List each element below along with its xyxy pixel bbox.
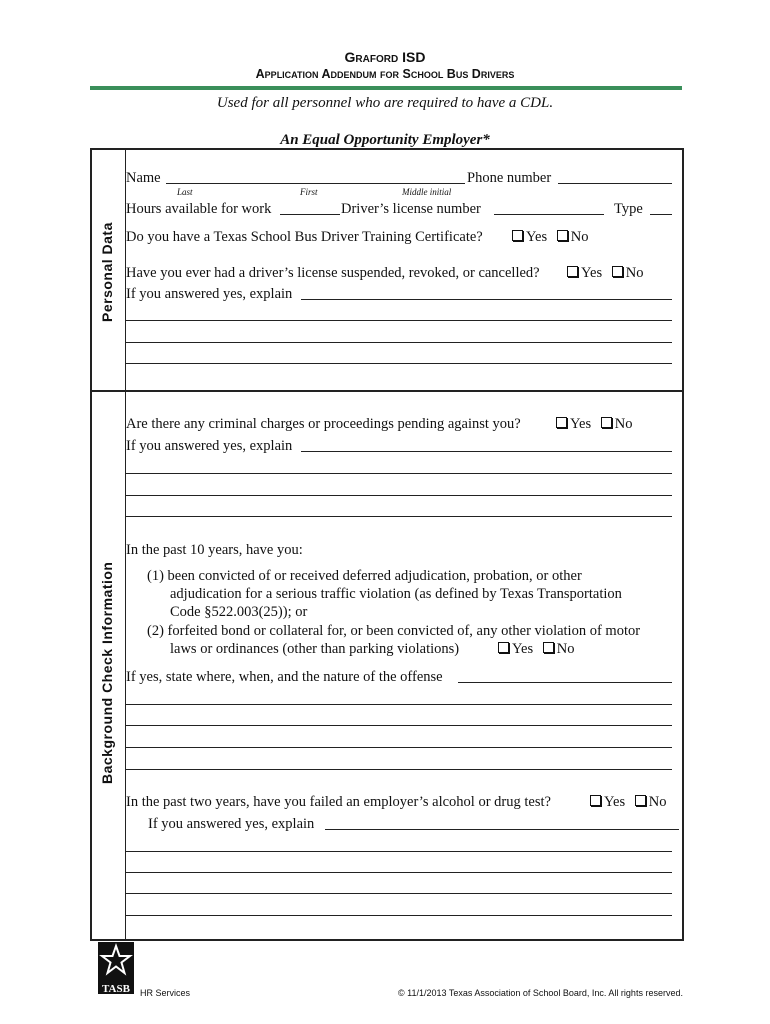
star-icon <box>98 942 134 976</box>
suspended-explain-line[interactable] <box>126 320 672 321</box>
cert-no-checkbox[interactable] <box>557 230 568 241</box>
drug-no-checkbox[interactable] <box>635 795 646 806</box>
hr-services: HR Services <box>140 988 191 998</box>
section-divider <box>90 390 684 392</box>
violation-no-checkbox[interactable] <box>543 642 554 653</box>
suspended-explain-field[interactable] <box>301 299 672 300</box>
drug-explain-field[interactable] <box>325 829 679 830</box>
name-first-hint: First <box>300 187 318 197</box>
drug-explain-line[interactable] <box>126 893 672 894</box>
suspended-explain-line[interactable] <box>126 363 672 364</box>
type-field[interactable] <box>650 214 672 215</box>
drug-explain-line[interactable] <box>126 915 672 916</box>
offense-field[interactable] <box>458 682 672 683</box>
suspended-options <box>561 265 643 282</box>
violation-no-label: No <box>556 641 575 657</box>
section-background-label: Background Check Information <box>99 561 115 784</box>
tasb-logo <box>98 942 134 994</box>
drug-yes-checkbox[interactable] <box>590 795 601 806</box>
org-name: Graford ISD <box>344 49 426 65</box>
suspended-no-checkbox[interactable] <box>612 266 623 277</box>
criminal-explain-label: If you answered yes, explain <box>126 438 293 454</box>
item2-line1: (2) forfeited bond or collateral for, or been convicted of, any other violation of motor <box>147 623 641 639</box>
hours-field[interactable] <box>280 214 340 215</box>
name-field[interactable] <box>166 183 465 184</box>
phone-label: Phone number <box>467 170 552 186</box>
past10-heading: In the past 10 years, have you: <box>126 542 303 558</box>
criminal-explain-field[interactable] <box>301 451 672 452</box>
name-label: Name <box>126 170 161 186</box>
item1-line2: adjudication for a serious traffic violation (as defined by Texas Transportation <box>170 586 622 602</box>
suspended-explain-label: If you answered yes, explain <box>126 286 293 302</box>
violation-options <box>492 641 574 658</box>
eoe-statement: An Equal Opportunity Employer* <box>280 132 490 148</box>
name-last-hint: Last <box>177 187 193 197</box>
drug-question: In the past two years, have you failed an employer’s alcohol or drug test? <box>126 794 551 810</box>
drug-options <box>584 794 666 811</box>
cert-question: Do you have a Texas School Bus Driver Training Certificate? <box>126 229 483 245</box>
section-personal-label: Personal Data <box>99 222 115 322</box>
suspended-yes-label: Yes <box>581 265 603 281</box>
drug-explain-line[interactable] <box>126 851 672 852</box>
suspended-no-label: No <box>625 265 644 281</box>
offense-line[interactable] <box>126 747 672 748</box>
drug-yes-label: Yes <box>604 794 626 810</box>
type-label: Type <box>614 201 643 217</box>
drug-explain-line[interactable] <box>126 872 672 873</box>
offense-line[interactable] <box>126 704 672 705</box>
criminal-options <box>550 416 632 433</box>
copyright: © 11/1/2013 Texas Association of School Board, Inc. All rights reserved. <box>398 988 683 998</box>
cert-no-label: No <box>570 229 589 245</box>
tasb-logo-text: TASB <box>102 983 130 995</box>
form-title: Application Addendum for School Bus Drivers <box>255 67 515 81</box>
cert-yes-label: Yes <box>526 229 548 245</box>
suspended-explain-line[interactable] <box>126 342 672 343</box>
offense-line[interactable] <box>126 725 672 726</box>
offense-label: If yes, state where, when, and the nature of the offense <box>126 669 443 685</box>
form-subtitle: Used for all personnel who are required to have a CDL. <box>216 95 554 111</box>
criminal-explain-line[interactable] <box>126 516 672 517</box>
suspended-yes-checkbox[interactable] <box>567 266 578 277</box>
criminal-yes-checkbox[interactable] <box>556 417 567 428</box>
criminal-no-label: No <box>614 416 633 432</box>
cert-options <box>506 229 588 246</box>
license-label: Driver’s license number <box>341 201 481 217</box>
suspended-question: Have you ever had a driver’s license suspended, revoked, or cancelled? <box>126 265 540 281</box>
drug-explain-label: If you answered yes, explain <box>148 816 315 832</box>
green-rule <box>90 86 682 90</box>
item2-line2: laws or ordinances (other than parking violations) <box>170 641 460 657</box>
hours-label: Hours available for work <box>126 201 272 217</box>
criminal-explain-line[interactable] <box>126 473 672 474</box>
criminal-no-checkbox[interactable] <box>601 417 612 428</box>
violation-yes-label: Yes <box>512 641 534 657</box>
criminal-question: Are there any criminal charges or proceedings pending against you? <box>126 416 521 432</box>
violation-yes-checkbox[interactable] <box>498 642 509 653</box>
offense-line[interactable] <box>126 769 672 770</box>
drug-no-label: No <box>648 794 667 810</box>
criminal-yes-label: Yes <box>570 416 592 432</box>
cert-yes-checkbox[interactable] <box>512 230 523 241</box>
item1-line3: Code §522.003(25)); or <box>170 604 308 620</box>
criminal-explain-line[interactable] <box>126 495 672 496</box>
item1-line1: (1) been convicted of or received deferred adjudication, probation, or other <box>147 568 582 584</box>
phone-field[interactable] <box>558 183 672 184</box>
name-middle-hint: Middle initial <box>402 187 452 197</box>
license-field[interactable] <box>494 214 604 215</box>
